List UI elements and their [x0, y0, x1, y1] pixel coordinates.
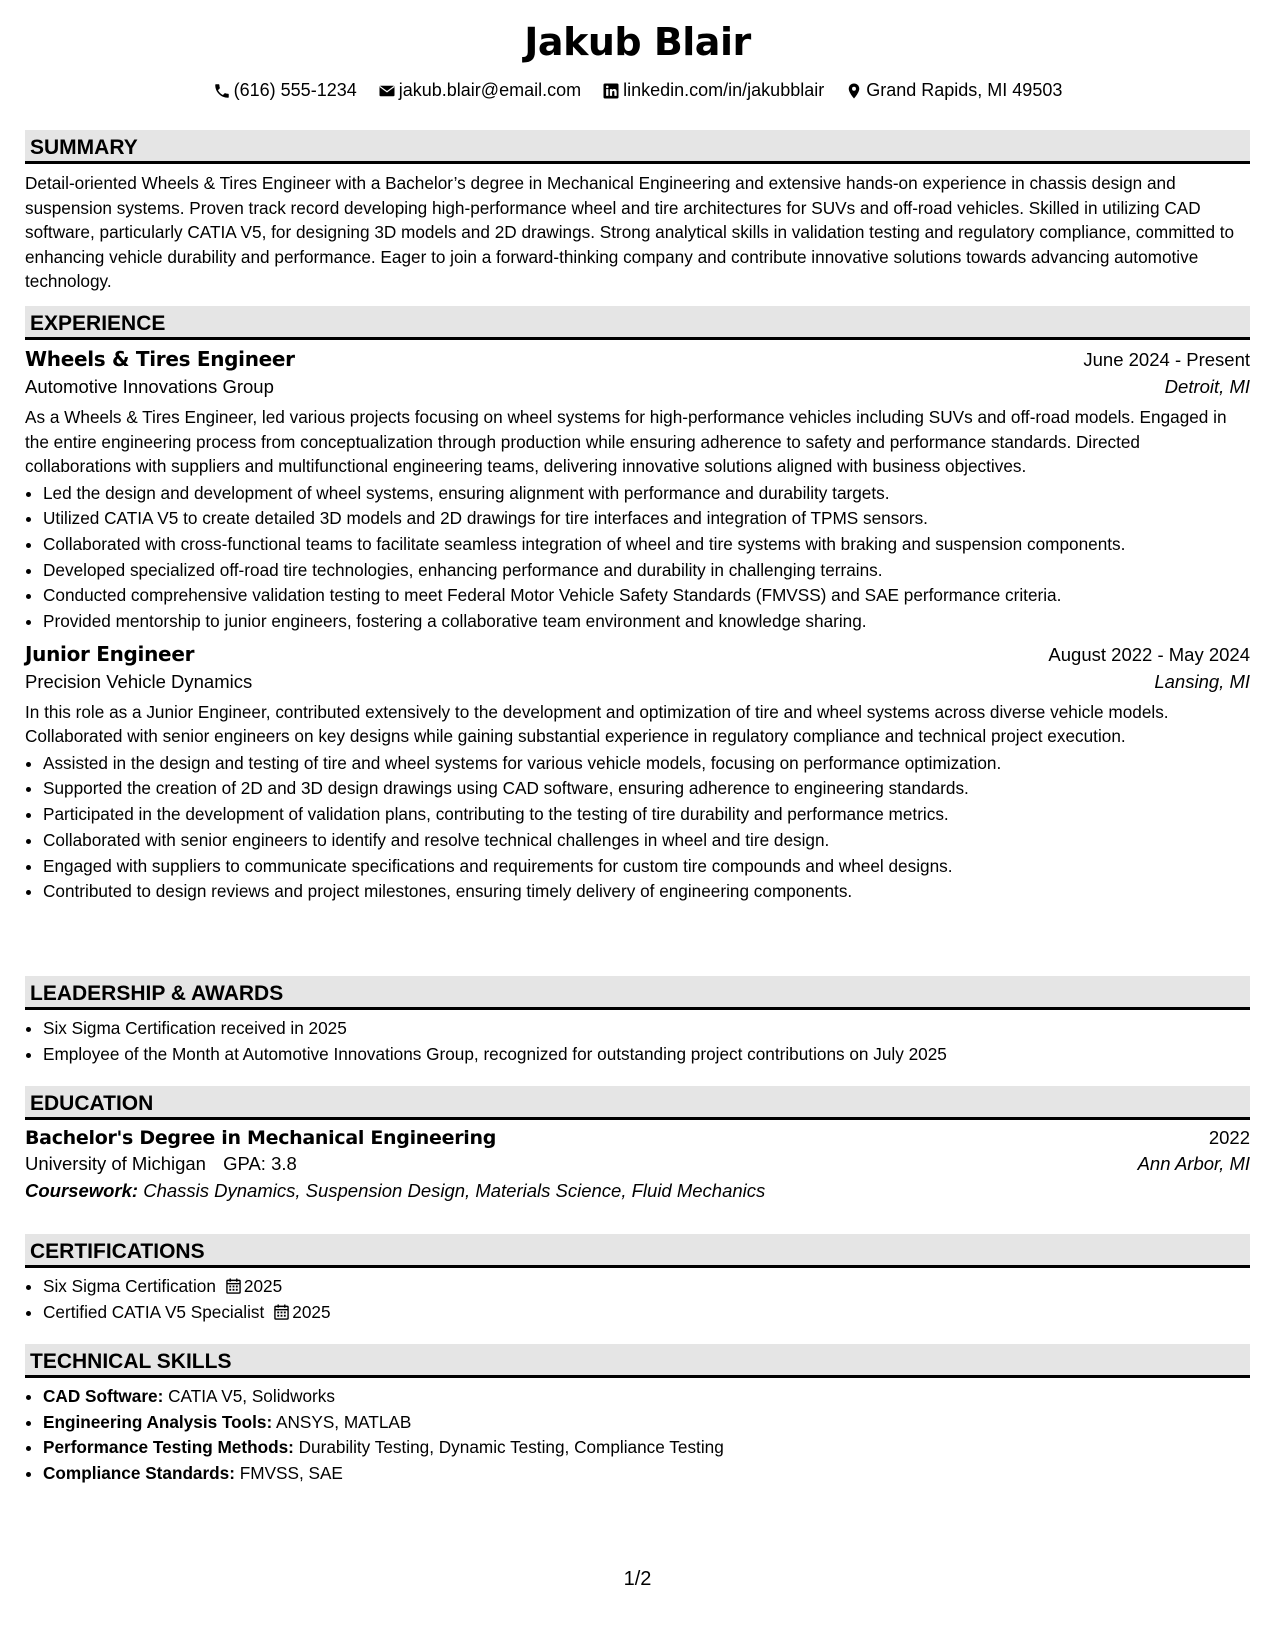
job-title: Wheels & Tires Engineer: [25, 347, 295, 371]
job-title: Junior Engineer: [25, 641, 195, 666]
contact-email: [378, 80, 581, 101]
list-item: • Collaborated with senior engineers to identify and resolve technical challenges in wheel and tire design.: [43, 828, 1250, 854]
list-item: [43, 1435, 1250, 1461]
envelope-icon: [378, 82, 396, 100]
company-name: Precision Vehicle Dynamics: [25, 670, 253, 692]
list-item: [43, 1274, 1250, 1300]
phone-icon: [213, 82, 231, 100]
list-item: • Conducted comprehensive validation testing to meet Federal Motor Vehicle Safety Standards (FMVSS) and SAE performance criteria.: [43, 583, 1250, 609]
list-item: • Assisted in the design and testing of tire and wheel systems for various vehicle models, focusing on performance optimization.: [43, 751, 1250, 777]
coursework-list: Chassis Dynamics, Suspension Design, Materials Science, Fluid Mechanics: [143, 1180, 766, 1201]
contact-linkedin: [602, 80, 824, 101]
job-description: As a Wheels & Tires Engineer, led various projects focusing on wheel systems for high-performance vehicles including SUVs and off-road models. Engaged in the entire engineering process from conceptualization through production while ensuring adherence to safety and performance standards. Directed collaborations with suppliers and multifunctional engineering teams, delivering innovative solutions aligned with business objectives.: [25, 407, 1227, 476]
list-item: [43, 1300, 1250, 1326]
section-heading: EDUCATION: [25, 1086, 1250, 1120]
list-item: • Engaged with suppliers to communicate specifications and requirements for custom tire compounds and wheel designs.: [43, 854, 1250, 880]
certification-year: 2025: [243, 1276, 283, 1296]
list-item: • Developed specialized off-road tire technologies, enhancing performance and durability in challenging terrains.: [43, 558, 1250, 584]
list-item: • Employee of the Month at Automotive Innovations Group, recognized for outstanding project contributions on July 2025: [43, 1042, 1250, 1068]
skills-list: [25, 1384, 1250, 1487]
section-heading: TECHNICAL SKILLS: [25, 1344, 1250, 1378]
certifications-section: [25, 1234, 1250, 1325]
contact-phone: [213, 80, 357, 101]
calendar-icon: [226, 1278, 241, 1294]
school-location: Ann Arbor, MI: [1137, 1153, 1250, 1174]
calendar-icon: [274, 1304, 289, 1320]
skill-value: Durability Testing, Dynamic Testing, Compliance Testing: [298, 1437, 724, 1458]
list-item: [43, 1410, 1250, 1436]
candidate-name: Jakub Blair: [524, 20, 751, 64]
coursework: [25, 1180, 1250, 1202]
skills-section: [25, 1344, 1250, 1487]
list-item: • Collaborated with cross-functional teams to facilitate seamless integration of wheel and tire systems with braking and suspension components.: [43, 532, 1250, 558]
job-entry: [25, 347, 1250, 635]
skill-label: Performance Testing Methods:: [43, 1437, 294, 1458]
job-entry: [25, 642, 1250, 905]
experience-section: [25, 306, 1250, 905]
certification-year: 2025: [292, 1301, 331, 1322]
linkedin-icon: [602, 82, 620, 100]
skill-label: Compliance Standards:: [43, 1463, 235, 1484]
skill-label: CAD Software:: [43, 1386, 164, 1406]
skill-value: ANSYS, MATLAB: [276, 1411, 412, 1432]
awards-list: [25, 1016, 1250, 1067]
job-location: Detroit, MI: [1164, 376, 1250, 397]
job-dates: June 2024 - Present: [1083, 349, 1250, 370]
certification-name: Six Sigma Certification: [43, 1276, 216, 1296]
list-item: [43, 1461, 1250, 1487]
job-description: In this role as a Junior Engineer, contributed extensively to the development and optimization of tire and wheel systems across diverse vehicle models. Collaborated with senior engineers on key designs while gaining substantial experience in regulatory compliance and technical project execution.: [25, 701, 1169, 747]
school-name: University of Michigan: [25, 1153, 206, 1174]
linkedin-text: linkedin.com/in/jakubblair: [623, 80, 825, 100]
list-item: • Provided mentorship to junior engineers, fostering a collaborative team environment and knowledge sharing.: [43, 609, 1250, 635]
job-dates: August 2022 - May 2024: [1048, 643, 1250, 665]
skill-value: CATIA V5, Solidworks: [168, 1386, 335, 1406]
graduation-year: 2022: [1208, 1127, 1250, 1148]
section-heading: SUMMARY: [25, 130, 1250, 164]
company-name: Automotive Innovations Group: [25, 376, 274, 397]
job-bullets: [25, 751, 1250, 905]
phone-text: (616) 555-1234: [233, 80, 357, 100]
list-item: • Supported the creation of 2D and 3D design drawings using CAD software, ensuring adherence to engineering standards.: [43, 776, 1250, 802]
leadership-section: [25, 976, 1250, 1067]
list-item: • Participated in the development of validation plans, contributing to the testing of tire durability and performance metrics.: [43, 802, 1250, 828]
skill-label: Engineering Analysis Tools:: [43, 1411, 273, 1432]
section-heading: LEADERSHIP & AWARDS: [25, 976, 1250, 1010]
contact-bar: [25, 80, 1250, 105]
education-section: [25, 1086, 1250, 1202]
list-item: • Led the design and development of wheel systems, ensuring alignment with performance and durability targets.: [43, 481, 1250, 507]
section-heading: EXPERIENCE: [25, 306, 1250, 340]
skill-value: FMVSS, SAE: [239, 1463, 343, 1484]
degree-title: Bachelor's Degree in Mechanical Engineering: [25, 1127, 497, 1149]
section-heading: CERTIFICATIONS: [25, 1234, 1250, 1268]
job-bullets: [25, 481, 1250, 635]
gpa: GPA: 3.8: [223, 1153, 297, 1174]
list-item: [43, 1384, 1250, 1410]
job-location: Lansing, MI: [1154, 670, 1250, 692]
list-item: • Utilized CATIA V5 to create detailed 3D models and 2D drawings for tire interfaces and integration of TPMS sensors.: [43, 506, 1250, 532]
summary-text: Detail-oriented Wheels & Tires Engineer with a Bachelor’s degree in Mechanical Engineering and extensive hands-on experience in chassis design and suspension systems. Proven track record developing high-performance wheel and tire architectures for SUVs and off-road vehicles. Skilled in utilizing CAD software, particularly CATIA V5, for designing 3D models and 2D drawings. Strong analytical skills in validation testing and regulatory compliance, committed to enhancing vehicle durability and performance. Eager to join a forward-thinking company and contribute innovative solutions towards advancing automotive technology.: [25, 173, 1235, 291]
summary-section: [25, 130, 1250, 294]
certification-name: Certified CATIA V5 Specialist: [43, 1301, 265, 1322]
page-number: 1/2: [623, 1568, 652, 1590]
email-text: jakub.blair@email.com: [398, 80, 582, 100]
contact-location: [845, 80, 1062, 101]
list-item: • Contributed to design reviews and project milestones, ensuring timely delivery of engineering components.: [43, 879, 1250, 905]
map-pin-icon: [845, 82, 863, 100]
location-text: Grand Rapids, MI 49503: [866, 80, 1063, 100]
list-item: • Six Sigma Certification received in 2025: [43, 1016, 1250, 1042]
coursework-label: Coursework:: [25, 1180, 139, 1201]
certifications-list: [25, 1274, 1250, 1325]
